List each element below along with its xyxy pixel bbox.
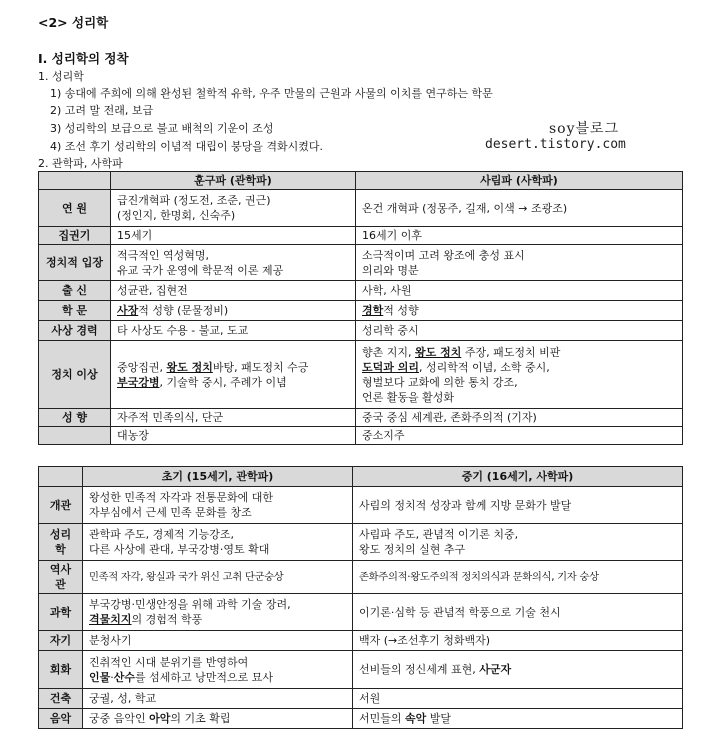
cell-line: (정인지, 한명회, 신숙주) [117,209,236,222]
table-cell: 대농장 [111,427,356,445]
row-label: 개관 [39,487,83,524]
cell-text: 의 기초 확립 [170,712,231,725]
row-label: 출 신 [39,281,111,301]
cell-line: 급진개혁파 (정도전, 조준, 권근) [117,194,271,207]
table-row [39,245,683,281]
table-cell [353,709,683,729]
table-row [39,524,683,561]
comparison-table-1 [38,171,683,445]
row-label: 과학 [39,594,83,631]
table-cell [83,594,353,631]
table-cell: 민족적 자각, 왕실과 국가 위신 고취 단군숭상 [83,561,353,594]
row-label [39,427,111,445]
watermark-blog: soy블로그 [549,121,620,137]
cell-text: · [110,670,114,684]
table-row [39,594,683,631]
list-item: 2. 관학파, 사학파 [38,157,123,170]
table-cell [111,190,356,227]
cell-text: 적 성향 (문물정비) [138,304,229,317]
table-cell: 자주적 민족의식, 단군 [111,409,356,427]
table-row [39,709,683,729]
row-label: 건축 [39,689,83,709]
cell-line [117,360,349,375]
emphasis-text: 격물치지 [89,613,132,626]
emphasis-text: 사장 [117,304,139,317]
header-cell: 초기 (15세기, 관학파) [83,467,353,487]
header-empty [39,467,83,487]
table-cell [356,301,683,321]
emphasis-text: 인물 [89,670,111,684]
emphasis-text: 왕도 정치 [415,345,462,359]
list-item: 1) 송대에 주희에 의해 완성된 철학적 유학, 우주 만물의 근원과 사물의 이치를 연구하는 학문 [50,87,493,100]
row-label: 사상 경력 [39,321,111,341]
row-label: 음악 [39,709,83,729]
cell-text: , 성리학적 이념, 소학 중시, [418,360,550,374]
header-cell: 사림파 (사학파) [356,172,683,190]
cell-line [117,375,349,390]
cell-text: 향촌 지지, [362,345,415,359]
table-cell [111,245,356,281]
table-row [39,190,683,227]
table-cell [353,524,683,561]
emphasis-text: 도덕과 의리 [362,360,419,374]
row-label: 학 문 [39,301,111,321]
table-cell [83,709,353,729]
cell-text: 중앙집권, [117,360,167,374]
table-cell: 분청사기 [83,631,353,651]
table-cell [83,524,353,561]
cell-text: 바탕, 패도정치 수긍 [212,360,309,374]
table-row [39,689,683,709]
table-row [39,561,683,594]
table-cell [83,651,353,689]
row-label: 회화 [39,651,83,689]
cell-text: 발달 [426,712,452,725]
cell-text: 궁중 음악인 [89,712,150,725]
emphasis-text: 왕도 정치 [166,360,213,374]
emphasis-text: 산수 [113,670,136,684]
cell-line: 소극적이며 고려 왕조에 충성 표시 [362,248,525,262]
table-cell: 서원 [353,689,683,709]
table-cell: 존화주의적·왕도주의적 정치의식과 문화의식, 기자 숭상 [353,561,683,594]
table-cell [111,341,356,409]
cell-text: 의 경험적 학풍 [131,613,203,626]
cell-text: 주장, 패도정치 비판 [461,345,561,359]
row-label: 성 향 [39,409,111,427]
table-cell: 사림의 정치적 성장과 함께 지방 문화가 발달 [353,487,683,524]
emphasis-text: 경학 [362,304,384,317]
emphasis-text: 부국강병 [117,375,160,389]
cell-line: 유교 국가 운영에 학문적 이론 제공 [117,263,284,277]
table-cell: 사학, 사원 [356,281,683,301]
table-cell: 성균관, 집현전 [111,281,356,301]
cell-line: 관학파 주도, 경제적 기능강조, [89,528,234,541]
cell-text: 를 섬세하고 낭만적으로 묘사 [135,670,274,684]
row-label: 연 원 [39,190,111,227]
table-cell: 이기론·심학 등 관념적 학풍으로 기술 천시 [353,594,683,631]
watermark-url: desert.tistory.com [485,137,626,152]
table-row [39,321,683,341]
table-row [39,227,683,245]
table-cell: 중국 중심 세계관, 존화주의적 (기자) [356,409,683,427]
emphasis-text: 속악 [405,712,427,725]
cell-line: 형벌보다 교화에 의한 통치 강조, [362,375,518,389]
cell-line [89,670,346,685]
cell-line: 적극적인 역성혁명, [117,248,210,262]
list-item: 3) 성리학의 보급으로 불교 배척의 기운이 조성 [50,122,274,135]
cell-line: 다른 사상에 관대, 부국강병·영토 확대 [89,543,270,556]
table-row [39,651,683,689]
table-row [39,487,683,524]
cell-text: 선비들의 정신세계 표현, [359,663,480,676]
table-header-row [39,467,683,487]
row-label: 정치 이상 [39,341,111,409]
cell-line: 왕성한 민족적 자각과 전통문화에 대한 [89,491,274,504]
cell-line [362,360,676,375]
table-cell [356,190,683,227]
row-label: 자기 [39,631,83,651]
list-item: 4) 조선 후기 성리학의 이념적 대립이 붕당을 격화시켰다. [50,140,324,153]
table-cell: 15세기 [111,227,356,245]
section-title: I. 성리학의 정착 [38,51,129,66]
cell-text: , 기술학 중시, 주례가 이념 [159,375,287,389]
emphasis-text: 아악 [149,712,171,725]
header-cell: 훈구파 (관학파) [111,172,356,190]
cell-line [362,345,676,360]
table-row [39,281,683,301]
table-cell: 타 사상도 수용 - 불교, 도교 [111,321,356,341]
row-label: 성리학 [39,524,83,561]
cell-line: 자부심에서 근세 민족 문화를 창조 [89,506,252,519]
row-label: 역사관 [39,561,83,594]
table-row [39,409,683,427]
row-label: 집권기 [39,227,111,245]
cell-line: 부국강병·민생안정을 위해 과학 기술 장려, [89,598,291,611]
cell-line: 온건 개혁파 (정몽주, 길재, 이색 → 조광조) [362,201,568,215]
table-cell [353,651,683,689]
emphasis-text: 사군자 [479,663,512,676]
table-cell [356,245,683,281]
section-heading: <2> 성리학 [38,15,109,30]
cell-text: 적 성향 [383,304,419,317]
table-row [39,631,683,651]
table-cell: 16세기 이후 [356,227,683,245]
list-item: 2) 고려 말 전래, 보급 [50,104,154,117]
table-cell: 중소지주 [356,427,683,445]
cell-line: 사림파 주도, 관념적 이기론 치중, [359,528,519,541]
table-header-row [39,172,683,190]
row-label: 정치적 입장 [39,245,111,281]
cell-text: 서민들의 [359,712,406,725]
cell-line [89,612,346,627]
cell-line: 의리와 명분 [362,263,419,277]
comparison-table-2 [38,466,683,729]
table-cell: 백자 (→조선후기 청화백자) [353,631,683,651]
table-row [39,341,683,409]
table-cell [356,341,683,409]
list-item: 1. 성리학 [38,70,84,83]
cell-line: 왕도 정치의 실현 추구 [359,543,466,556]
header-cell: 중기 (16세기, 사학파) [353,467,683,487]
table-cell: 궁궐, 성, 학교 [83,689,353,709]
table-row [39,301,683,321]
table-cell [111,301,356,321]
table-row [39,427,683,445]
cell-line: 진취적인 시대 분위기를 반영하여 [89,655,249,669]
table-cell [83,487,353,524]
header-empty [39,172,111,190]
table-cell: 성리학 중시 [356,321,683,341]
cell-line: 언론 활동을 활성화 [362,390,455,404]
